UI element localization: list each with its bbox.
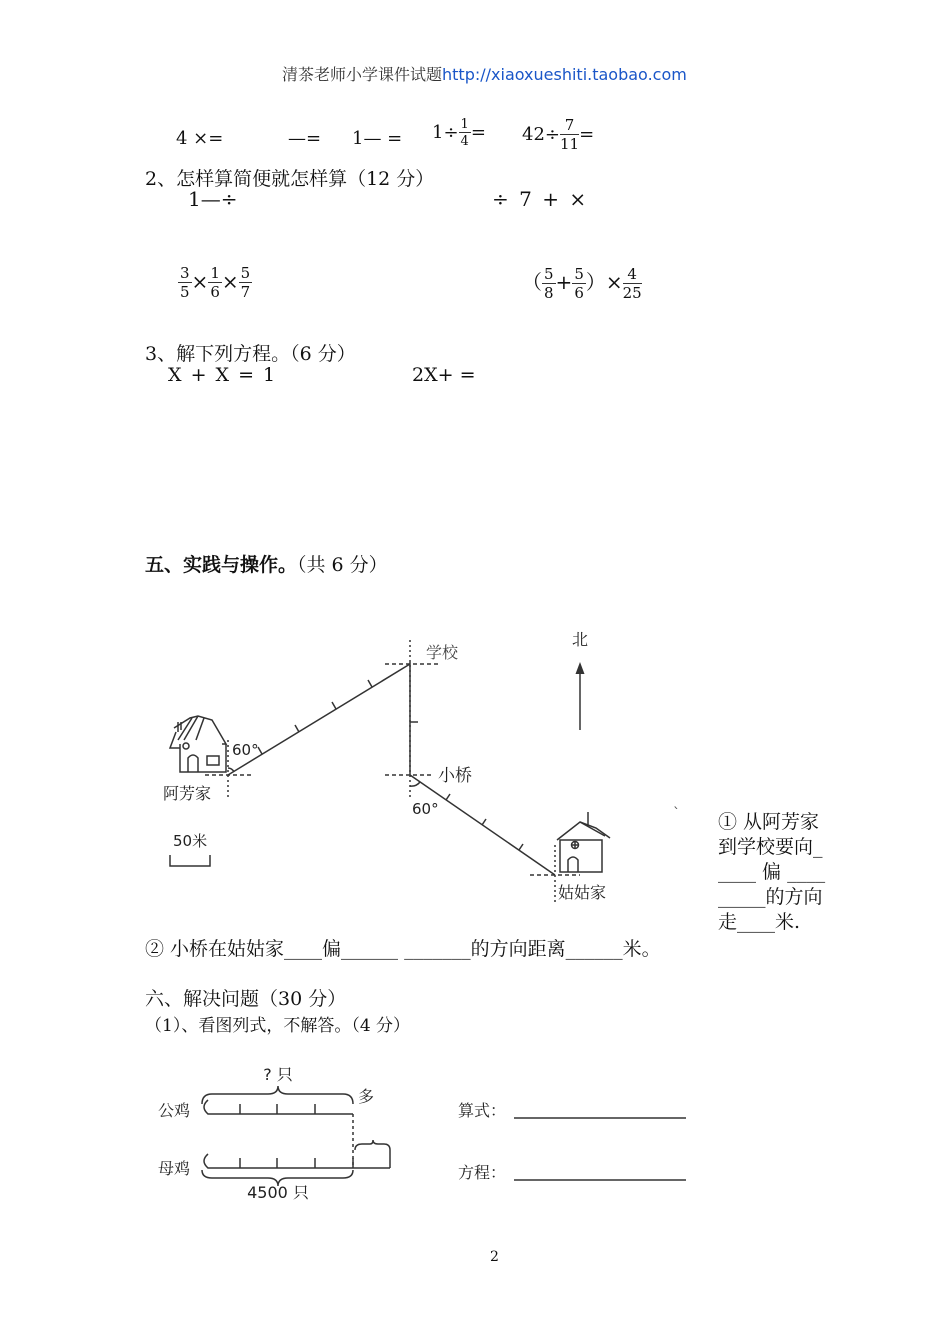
numerator: 1: [460, 117, 469, 132]
more-bracket: [355, 1140, 390, 1168]
north-label: 北: [571, 630, 589, 649]
afang-home-label: 阿芳家: [163, 784, 212, 803]
paren-close-times: ）×: [585, 270, 623, 294]
equation-label: 方程：: [458, 1163, 507, 1182]
q1-line: ① 从阿芳家: [718, 811, 820, 833]
denominator: 8: [544, 283, 554, 302]
calc-item-5-tail: =: [579, 124, 595, 145]
q2-title: 2、怎样算简便就怎样算（12 分）: [145, 168, 435, 190]
denominator: 11: [560, 135, 580, 153]
q2-expr-1: 1—÷: [188, 187, 238, 211]
denominator: 7: [240, 283, 251, 301]
section5-score: （共 6 分）: [297, 554, 388, 576]
q1-line: 到学校要向_: [718, 836, 823, 858]
rooster-bar: [204, 1100, 353, 1114]
formula-label: 算式：: [458, 1101, 507, 1120]
denominator: 6: [574, 283, 584, 302]
section6-title: 六、解决问题（30 分）: [145, 988, 347, 1010]
calc-item-4-lead: 1÷: [432, 122, 459, 143]
top-brace: [202, 1086, 353, 1104]
scale-label: 50米: [173, 832, 208, 850]
denominator: 6: [210, 283, 220, 301]
calc-item-5-lead: 42÷: [522, 124, 560, 145]
stray-mark: `: [673, 806, 680, 822]
calc-item-3: 1— =: [352, 128, 403, 149]
numerator: 5: [240, 264, 251, 282]
operator: ×: [191, 269, 209, 294]
total-label: 4500 只: [247, 1183, 309, 1202]
calc-item-1: 4 ×=: [176, 128, 224, 149]
header-prefix: 清茶老师小学课件试题: [282, 65, 443, 84]
unknown-label: ? 只: [263, 1065, 293, 1084]
aunt-home-label: 姑姑家: [558, 883, 607, 902]
calc-item-4-tail: =: [470, 122, 486, 143]
calc-item-2: —=: [288, 128, 322, 149]
rooster-label: 公鸡: [158, 1101, 191, 1120]
denominator: 4: [460, 134, 469, 149]
hen-bar: [204, 1154, 390, 1168]
q2-expr-2: ÷ 7 + ×: [492, 187, 587, 211]
hen-label: 母鸡: [158, 1159, 191, 1178]
q1-line: _____的方向: [718, 886, 823, 908]
section5-q2: ② 小桥在姑姑家____偏______ _______的方向距离______米。: [145, 938, 661, 960]
numerator: 4: [623, 267, 642, 284]
operator: +: [555, 270, 573, 294]
numerator: 5: [574, 264, 584, 283]
section6-sub1: （1）、看图列式，不解答。（4 分）: [145, 1016, 411, 1036]
q3-eq-2: 2X+ =: [412, 364, 476, 386]
section5-title: 五、实践与操作。: [145, 554, 298, 576]
numerator: 7: [560, 118, 579, 135]
paren-open: （: [522, 270, 542, 294]
numerator: 3: [180, 264, 190, 282]
q1-line: ____ 偏 ____: [718, 861, 826, 883]
numerator: 1: [210, 264, 220, 282]
denominator: 5: [180, 283, 190, 301]
numerator: 5: [544, 264, 554, 283]
operator: ×: [221, 269, 239, 294]
angle-label-1: 60°: [232, 741, 259, 759]
more-label: 多: [358, 1087, 375, 1106]
angle-label-2: 60°: [412, 800, 439, 818]
q3-title: 3、解下列方程。（6 分）: [145, 343, 356, 365]
q3-eq-1: X + X = 1: [168, 364, 276, 386]
page-number: 2: [490, 1249, 499, 1265]
school-label: 学校: [426, 643, 459, 662]
denominator: 25: [622, 283, 642, 302]
header-url-link[interactable]: http://xiaoxueshiti.taobao.com: [442, 65, 687, 84]
q1-line: 走____米.: [718, 911, 801, 933]
bridge-label: 小桥: [438, 766, 472, 786]
